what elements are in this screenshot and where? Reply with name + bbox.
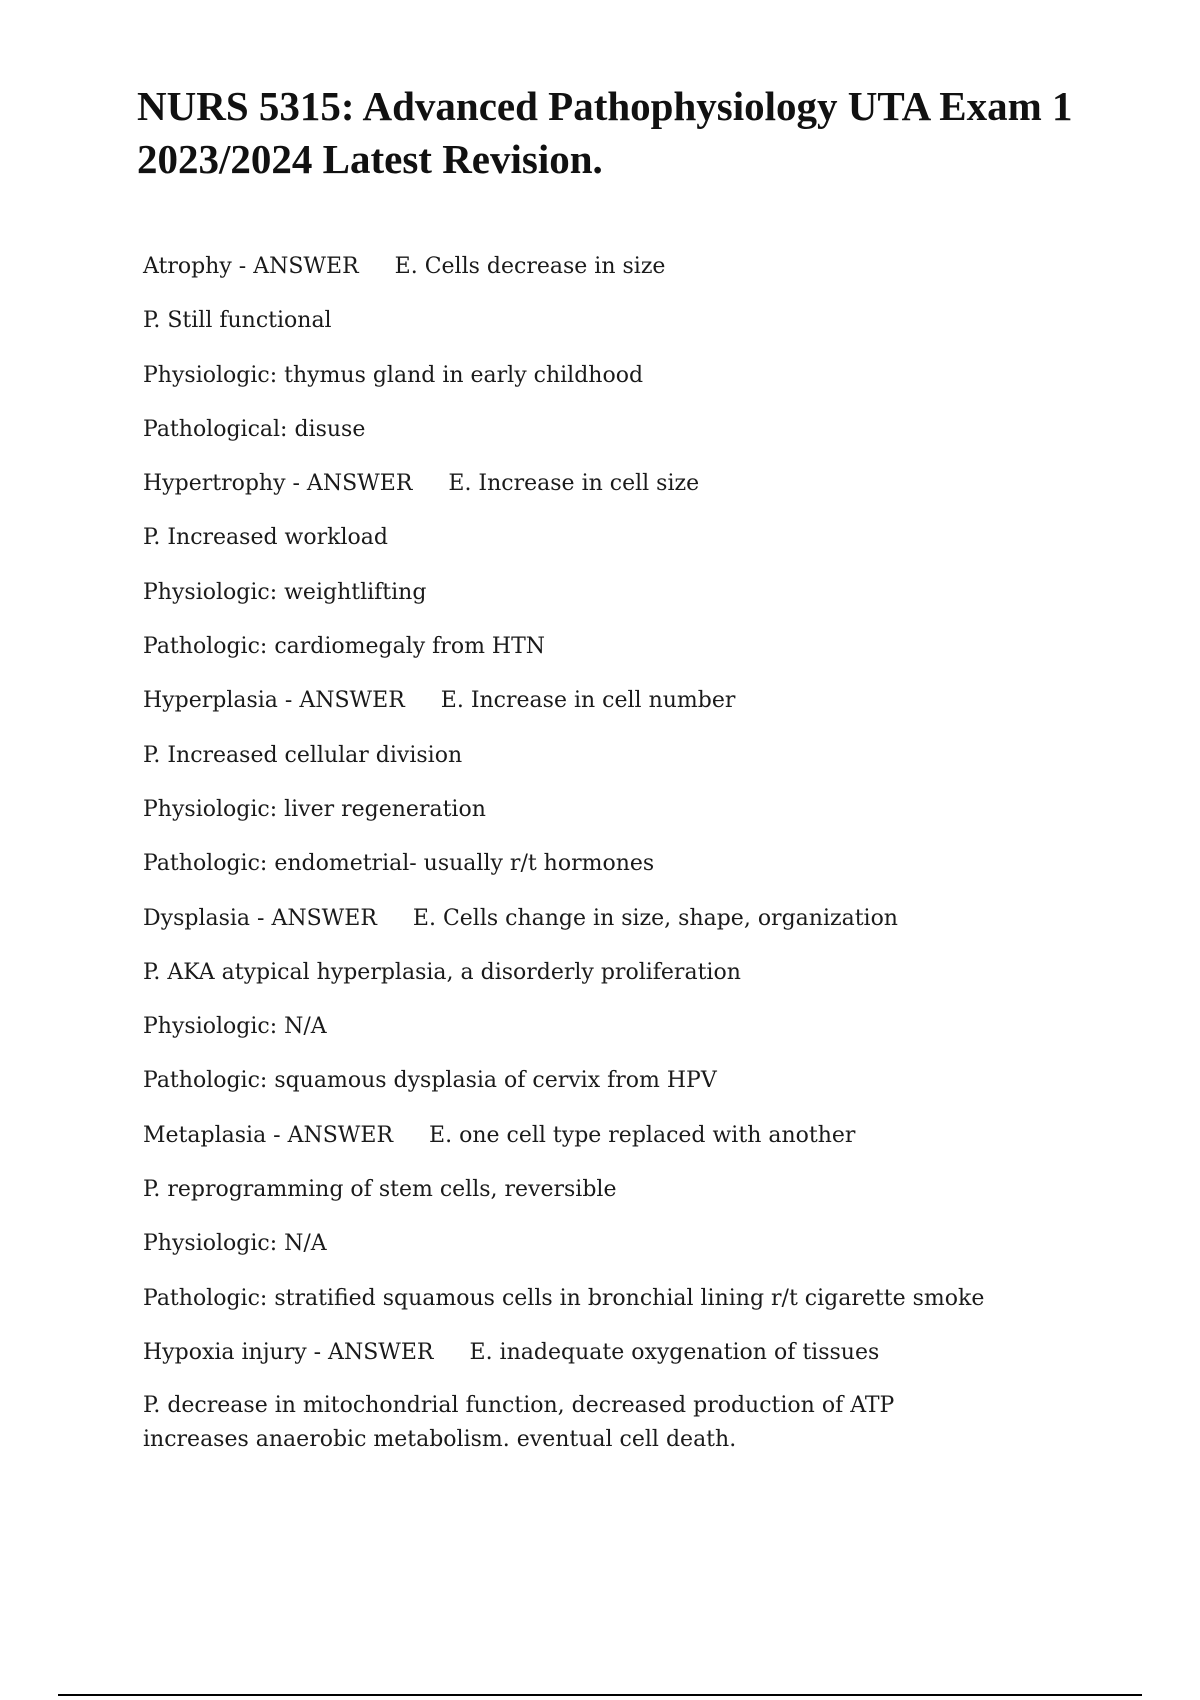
entry-definition: E. Cells decrease in size: [394, 254, 666, 279]
entry-line: P. reprogramming of stem cells, reversible: [143, 1177, 617, 1203]
entry-definition: E. Increase in cell number: [440, 688, 736, 714]
entry-definition: E. Cells change in size, shape, organization: [412, 905, 898, 931]
entry-line: Physiologic: weightlifting: [143, 579, 427, 605]
entry-hypertrophy: [143, 469, 1123, 523]
entry-dysplasia: [143, 904, 1123, 958]
entry-line: Pathologic: cardiomegaly from HTN: [143, 634, 546, 660]
entry-line: Pathological: disuse: [143, 416, 366, 442]
entry-definition: E. one cell type replaced with another: [429, 1122, 856, 1148]
entry-line: Physiologic: liver regeneration: [143, 796, 486, 822]
entry-line: Physiologic: N/A: [143, 1014, 327, 1040]
footer-divider: [58, 1694, 1142, 1696]
entry-line: Physiologic: N/A: [143, 1231, 327, 1257]
entry-line: P. decrease in mitochondrial function, decreased production of ATP increases anaerobic metabolism. eventual cell death.: [143, 1393, 895, 1453]
entry-line: P. Still functional: [143, 308, 332, 334]
entry-line: Pathologic: stratified squamous cells in bronchial lining r/t cigarette smoke: [143, 1285, 985, 1311]
entry-term: Metaplasia - ANSWER: [143, 1122, 394, 1148]
entry-term: Hypoxia injury - ANSWER: [143, 1339, 434, 1365]
entry-hyperplasia: [143, 686, 1123, 740]
entry-definition: E. Increase in cell size: [448, 471, 700, 497]
entry-term: Hypertrophy - ANSWER: [143, 471, 413, 497]
flashcard-list: [143, 252, 1123, 1457]
entry-line: Pathologic: squamous dysplasia of cervix from HPV: [143, 1068, 717, 1094]
entry-term: Dysplasia - ANSWER: [143, 905, 377, 931]
entry-line: Physiologic: thymus gland in early childhood: [143, 362, 644, 388]
entry-line: P. AKA atypical hyperplasia, a disorderly proliferation: [143, 959, 741, 985]
entry-term: Hyperplasia - ANSWER: [143, 688, 405, 714]
page-title: NURS 5315: Advanced Pathophysiology UTA Exam 1 2023/2024 Latest Revision.: [137, 83, 1073, 182]
entry-line: Pathologic: endometrial- usually r/t hormones: [143, 851, 655, 877]
entry-line: P. Increased workload: [143, 525, 388, 551]
entry-term: Atrophy - ANSWER: [143, 254, 359, 279]
entry-atrophy: [143, 252, 1123, 306]
entry-hypoxia-injury: [143, 1338, 1123, 1392]
entry-definition: E. inadequate oxygenation of tissues: [469, 1339, 880, 1365]
entry-metaplasia: [143, 1121, 1123, 1175]
entry-line: P. Increased cellular division: [143, 742, 463, 768]
